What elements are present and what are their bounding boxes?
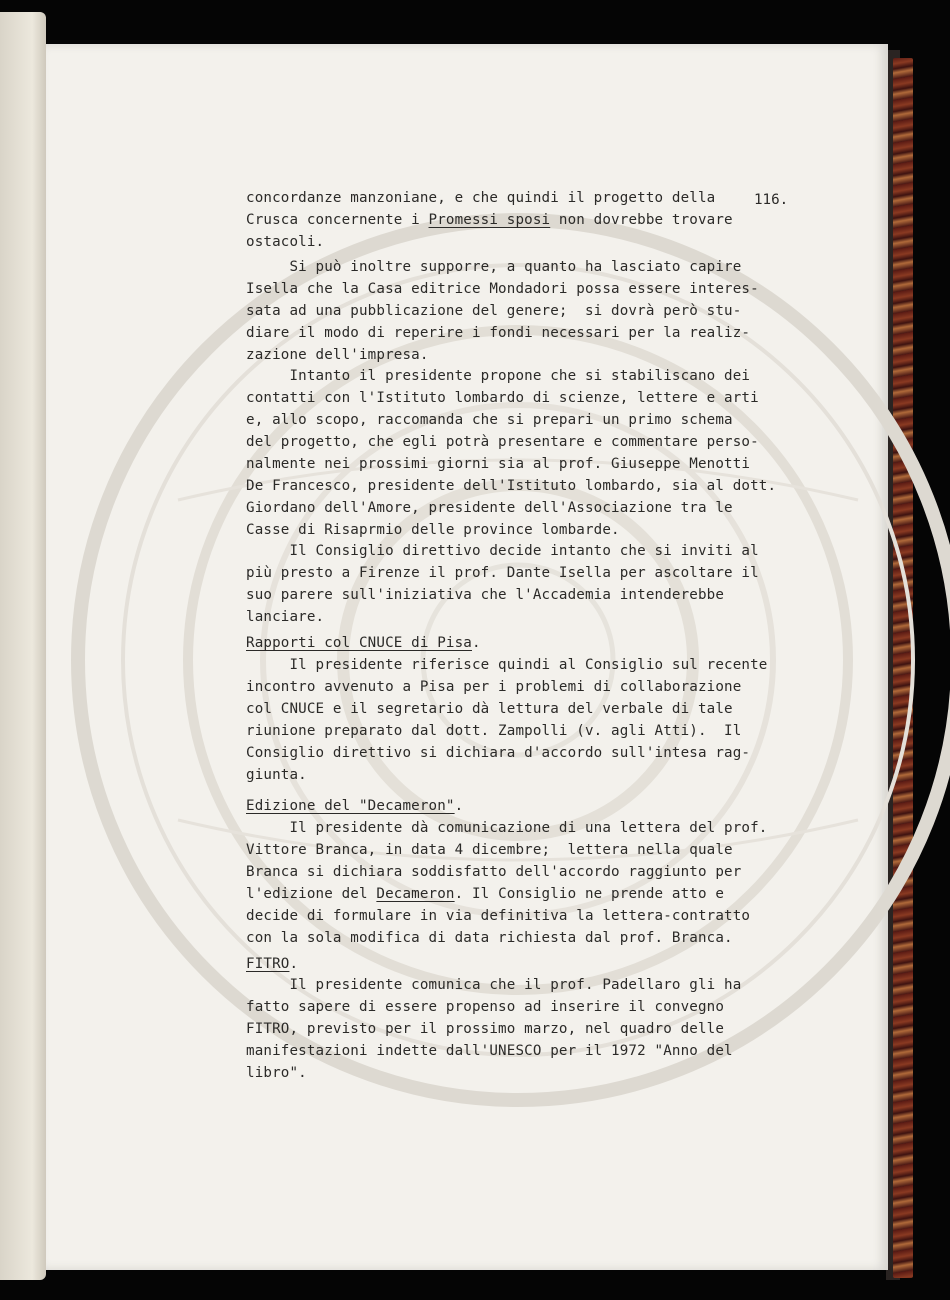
text-line bbox=[246, 346, 429, 364]
text-segment: nalmente nei prossimi giorni sia al prof. Giuseppe Menotti bbox=[246, 456, 751, 472]
text-segment: e, allo scopo, raccomanda che si prepari un primo schema bbox=[246, 412, 733, 428]
text-segment: col CNUCE e il segretario dà lettura del verbale di tale bbox=[246, 701, 733, 717]
text-line bbox=[246, 280, 759, 298]
left-facing-page-edge bbox=[0, 12, 46, 1280]
text-segment: . bbox=[454, 798, 464, 814]
text-segment: concordanze manzoniane, e che quindi il progetto della bbox=[246, 190, 716, 206]
text-segment: . bbox=[289, 956, 299, 972]
text-segment: Crusca concernente i bbox=[246, 212, 429, 228]
text-segment: diare il modo di reperire i fondi necessari per la realiz- bbox=[246, 325, 751, 341]
text-segment: più presto a Firenze il prof. Dante Isella per ascoltare il bbox=[246, 565, 759, 581]
text-segment: giunta. bbox=[246, 767, 307, 783]
text-line bbox=[246, 564, 759, 582]
text-segment: contatti con l'Istituto lombardo di scienze, lettere e arti bbox=[246, 390, 759, 406]
text-line bbox=[246, 521, 620, 539]
text-line bbox=[246, 324, 750, 342]
page-number: 116. bbox=[754, 192, 789, 208]
text-line bbox=[246, 863, 741, 881]
text-segment: decide di formulare in via definitiva la lettera-contratto bbox=[246, 908, 751, 924]
text-line bbox=[246, 722, 741, 740]
text-line bbox=[246, 233, 324, 251]
text-segment: . bbox=[471, 635, 481, 651]
text-segment: Intanto il presidente propone che si stabiliscano dei bbox=[246, 368, 751, 384]
text-segment: l'edizione del bbox=[246, 886, 377, 902]
text-segment: De Francesco, presidente dell'Istituto lombardo, sia al dott. bbox=[246, 478, 777, 494]
text-segment: Branca si dichiara soddisfatto dell'accordo raggiunto per bbox=[246, 864, 742, 880]
text-line bbox=[246, 976, 741, 994]
text-line bbox=[246, 499, 733, 517]
text-line bbox=[246, 411, 733, 429]
underlined-text: Rapporti col CNUCE di Pisa bbox=[246, 635, 472, 651]
text-segment: Il presidente riferisce quindi al Consiglio sul recente bbox=[246, 657, 768, 673]
text-segment: lanciare. bbox=[246, 609, 325, 625]
text-line bbox=[246, 907, 750, 925]
text-segment: Si può inoltre supporre, a quanto ha lasciato capire bbox=[246, 259, 742, 275]
text-segment: FITRO, previsto per il prossimo marzo, nel quadro delle bbox=[246, 1021, 725, 1037]
text-segment: incontro avvenuto a Pisa per i problemi di collaborazione bbox=[246, 679, 742, 695]
text-line bbox=[246, 744, 750, 762]
text-segment: ostacoli. bbox=[246, 234, 325, 250]
text-line bbox=[246, 1042, 733, 1060]
text-line bbox=[246, 998, 724, 1016]
text-line bbox=[246, 302, 741, 320]
text-segment: Consiglio direttivo si dichiara d'accordo sull'intesa rag- bbox=[246, 745, 751, 761]
text-segment: con la sola modifica di data richiesta dal prof. Branca. bbox=[246, 930, 733, 946]
underlined-text: Edizione del "Decameron" bbox=[246, 798, 455, 814]
underlined-text: Decameron bbox=[376, 886, 455, 902]
text-line bbox=[246, 258, 741, 276]
text-line bbox=[246, 766, 307, 784]
text-line bbox=[246, 455, 750, 473]
text-segment: suo parere sull'iniziativa che l'Accademia intenderebbe bbox=[246, 587, 725, 603]
text-segment: zazione dell'impresa. bbox=[246, 347, 429, 363]
text-line bbox=[246, 634, 481, 652]
text-segment: Il presidente comunica che il prof. Padellaro gli ha bbox=[246, 977, 742, 993]
text-line bbox=[246, 477, 776, 495]
text-line bbox=[246, 433, 759, 451]
text-line bbox=[246, 929, 733, 947]
text-line bbox=[246, 542, 759, 560]
text-segment: Il presidente dà comunicazione di una lettera del prof. bbox=[246, 820, 768, 836]
text-line bbox=[246, 678, 741, 696]
text-line bbox=[246, 841, 733, 859]
text-segment: Il Consiglio direttivo decide intanto che si inviti al bbox=[246, 543, 759, 559]
text-line bbox=[246, 389, 759, 407]
text-line bbox=[246, 885, 724, 903]
text-segment: Vittore Branca, in data 4 dicembre; lettera nella quale bbox=[246, 842, 733, 858]
underlined-text: FITRO bbox=[246, 956, 290, 972]
text-segment: Casse di Risaprmio delle province lombarde. bbox=[246, 522, 620, 538]
text-line bbox=[246, 700, 733, 718]
text-line bbox=[246, 819, 768, 837]
text-segment: fatto sapere di essere propenso ad inserire il convegno bbox=[246, 999, 725, 1015]
text-segment: Isella che la Casa editrice Mondadori possa essere interes- bbox=[246, 281, 759, 297]
text-line bbox=[246, 1020, 724, 1038]
underlined-text: Promessi sposi bbox=[428, 212, 551, 228]
text-segment: Giordano dell'Amore, presidente dell'Associazione tra le bbox=[246, 500, 733, 516]
document-page bbox=[46, 44, 888, 1270]
text-segment: riunione preparato dal dott. Zampolli (v. agli Atti). Il bbox=[246, 723, 742, 739]
marbled-book-edge bbox=[893, 58, 913, 1278]
text-line bbox=[246, 608, 324, 626]
text-segment: . Il Consiglio ne prende atto e bbox=[454, 886, 725, 902]
text-line bbox=[246, 955, 298, 973]
text-segment: del progetto, che egli potrà presentare e commentare perso- bbox=[246, 434, 759, 450]
text-line bbox=[246, 189, 715, 207]
text-line bbox=[246, 211, 733, 229]
text-line bbox=[246, 656, 768, 674]
text-line bbox=[246, 367, 750, 385]
text-line bbox=[246, 1064, 307, 1082]
text-segment: manifestazioni indette dall'UNESCO per il 1972 "Anno del bbox=[246, 1043, 733, 1059]
text-line bbox=[246, 797, 463, 815]
text-segment: libro". bbox=[246, 1065, 307, 1081]
text-segment: sata ad una pubblicazione del genere; si dovrà però stu- bbox=[246, 303, 742, 319]
text-line bbox=[246, 586, 724, 604]
text-segment: non dovrebbe trovare bbox=[550, 212, 733, 228]
